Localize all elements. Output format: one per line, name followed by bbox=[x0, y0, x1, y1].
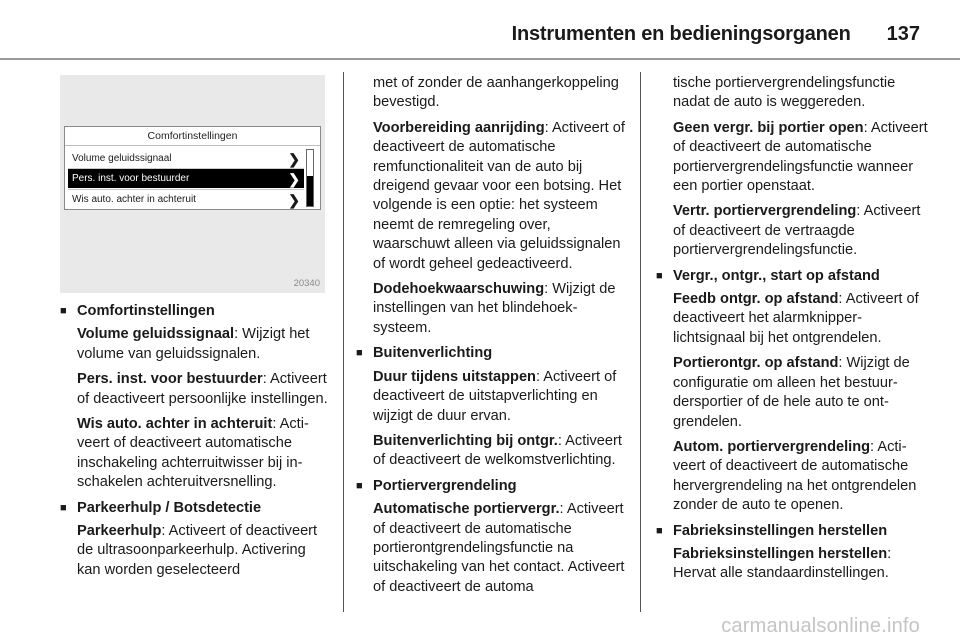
setting-term: Buitenverlichting bij ontgr. bbox=[373, 432, 558, 449]
page-number: 137 bbox=[886, 22, 920, 45]
section-heading: ■ Vergr., ontgr., start op afstand bbox=[656, 267, 928, 286]
menu-item bbox=[68, 149, 304, 168]
setting-entry bbox=[356, 432, 628, 471]
setting-description: : Hervat alle standaardinstellingen. bbox=[673, 545, 892, 582]
figure-code: 20340 bbox=[293, 278, 320, 289]
setting-description: : Activeert of deactiveert de ultrasoonparkeerhulp. Activering kan worden geselecteerd bbox=[77, 523, 318, 578]
section-heading: ■ Portiervergrendeling bbox=[356, 477, 628, 496]
setting-entry bbox=[356, 119, 628, 274]
setting-term: Voorbereiding aanrijding bbox=[373, 119, 545, 136]
setting-description: : Wijzigt de configuratie om alleen het bestuurdersportier of de hele auto te ontgrendelen. bbox=[673, 355, 910, 430]
chevron-right-icon: ❯ bbox=[288, 150, 300, 167]
page-header bbox=[512, 20, 920, 48]
setting-term: Wis auto. achter in achteruit bbox=[77, 416, 273, 433]
setting-term: Pers. inst. voor bestuurder bbox=[77, 371, 263, 388]
setting-description: : Activeert of deactiveert het alarmknipperlichtsignaal bij het ontgrendelen. bbox=[673, 291, 919, 346]
section-heading: ■ Fabrieksinstellingen herstellen bbox=[656, 522, 928, 541]
setting-term: Fabrieksinstellingen herstellen bbox=[673, 545, 888, 562]
setting-entry bbox=[60, 522, 330, 580]
setting-description: : Activeert of deactiveert de vertraagde portiervergrendelingsfunctie. bbox=[673, 203, 921, 259]
column-divider bbox=[343, 72, 344, 612]
chevron-right-icon: ❯ bbox=[288, 191, 300, 208]
setting-entry bbox=[656, 290, 928, 348]
setting-description: : Activeert of deactiveert de automatische hervergrendeling na het ontgrendelen zonder de auto te openen. bbox=[673, 438, 917, 514]
setting-term: Geen vergr. bij portier open bbox=[673, 119, 864, 136]
setting-description: : Activeert of deactiveert de automatische remfunctionaliteit van de auto bij dreigend gevaar voor een botsing. Het volgende is een optie: het systeem neemt de remregeling over, waarschuwt alleen via geluidssignalen of wordt geheel gedeactiveerd. bbox=[373, 119, 625, 272]
text-column-2 bbox=[356, 74, 628, 603]
chevron-right-icon: ❯ bbox=[288, 170, 300, 187]
setting-entry bbox=[60, 415, 330, 493]
continued-text: met of zonder de aanhangerkoppeling bevestigd. bbox=[373, 75, 619, 111]
header-rule bbox=[0, 58, 960, 60]
setting-description: : Activeert of deactiveert persoonlijke instellingen. bbox=[77, 371, 328, 407]
setting-term: Automatische portiervergr. bbox=[373, 501, 560, 518]
column-divider bbox=[640, 72, 641, 612]
setting-description: : Wijzigt de instellingen van het blindehoeksysteem. bbox=[373, 281, 616, 336]
section-heading: ■ Parkeerhulp / Botsdetectie bbox=[60, 499, 330, 518]
setting-description: : Activeert of deactiveert automatische inschakeling achterruitwisser bij inschakelen achteruitversnelling. bbox=[77, 416, 309, 491]
text-column-3 bbox=[656, 74, 928, 590]
setting-entry bbox=[60, 370, 330, 409]
menu-item-selected bbox=[68, 169, 304, 188]
setting-entry bbox=[60, 325, 330, 364]
setting-term: Feedb ontgr. op afstand bbox=[673, 291, 839, 308]
setting-entry bbox=[656, 438, 928, 516]
setting-term: Autom. portiervergrendeling bbox=[673, 438, 871, 455]
setting-term: Parkeerhulp bbox=[77, 523, 162, 540]
menu-item-label: Volume geluidssignaal bbox=[72, 153, 172, 164]
setting-entry bbox=[656, 354, 928, 432]
setting-term: Vertr. portiervergrendeling bbox=[673, 203, 857, 220]
section-heading: ■ Comfortinstellingen bbox=[60, 302, 330, 321]
menu-item-label: Pers. inst. voor bestuurder bbox=[72, 173, 190, 184]
setting-description: : Wijzigt het volume van geluidssignalen. bbox=[77, 326, 310, 362]
page-title: Instrumenten en bedieningsorganen bbox=[511, 22, 851, 45]
section-heading: ■ Buitenverlichting bbox=[356, 344, 628, 363]
setting-description: : Activeert of deactiveert de automatische portierontgrendelingsfunctie na uitschakeling van het contact. Activeert of deactiveert de automa bbox=[373, 501, 625, 595]
settings-screen bbox=[64, 126, 321, 210]
menu-item bbox=[68, 190, 304, 209]
text-column-1 bbox=[60, 302, 330, 586]
display-illustration bbox=[60, 75, 325, 293]
setting-entry bbox=[656, 119, 928, 197]
watermark: carmanualsonline.info bbox=[721, 615, 920, 637]
setting-term: Volume geluidssignaal bbox=[77, 326, 235, 343]
setting-entry bbox=[656, 202, 928, 260]
setting-entry bbox=[356, 280, 628, 338]
setting-description: : Activeert of deactiveert de automatische portiervergrendelingsfunctie wanneer een portier openstaat. bbox=[673, 119, 928, 195]
setting-term: Dodehoekwaarschuwing bbox=[373, 281, 545, 298]
setting-description: : Activeert of deactiveert de uitstapverlichting en wijzigt de duur ervan. bbox=[373, 368, 617, 424]
setting-term: Portierontgr. op afstand bbox=[673, 355, 839, 372]
scrollbar-thumb bbox=[307, 176, 313, 206]
setting-entry bbox=[656, 545, 928, 584]
setting-term: Duur tijdens uitstappen bbox=[373, 368, 536, 385]
continued-text: tische portiervergrendelingsfunctie nadat de auto is weggereden. bbox=[673, 75, 896, 111]
scrollbar bbox=[306, 149, 314, 207]
setting-entry bbox=[356, 500, 628, 597]
setting-entry bbox=[356, 368, 628, 426]
setting-description: : Activeert of deactiveert de welkomstverlichting. bbox=[373, 432, 622, 469]
screen-title: Comfortinstellingen bbox=[65, 127, 320, 146]
menu-item-label: Wis auto. achter in achteruit bbox=[72, 194, 196, 205]
